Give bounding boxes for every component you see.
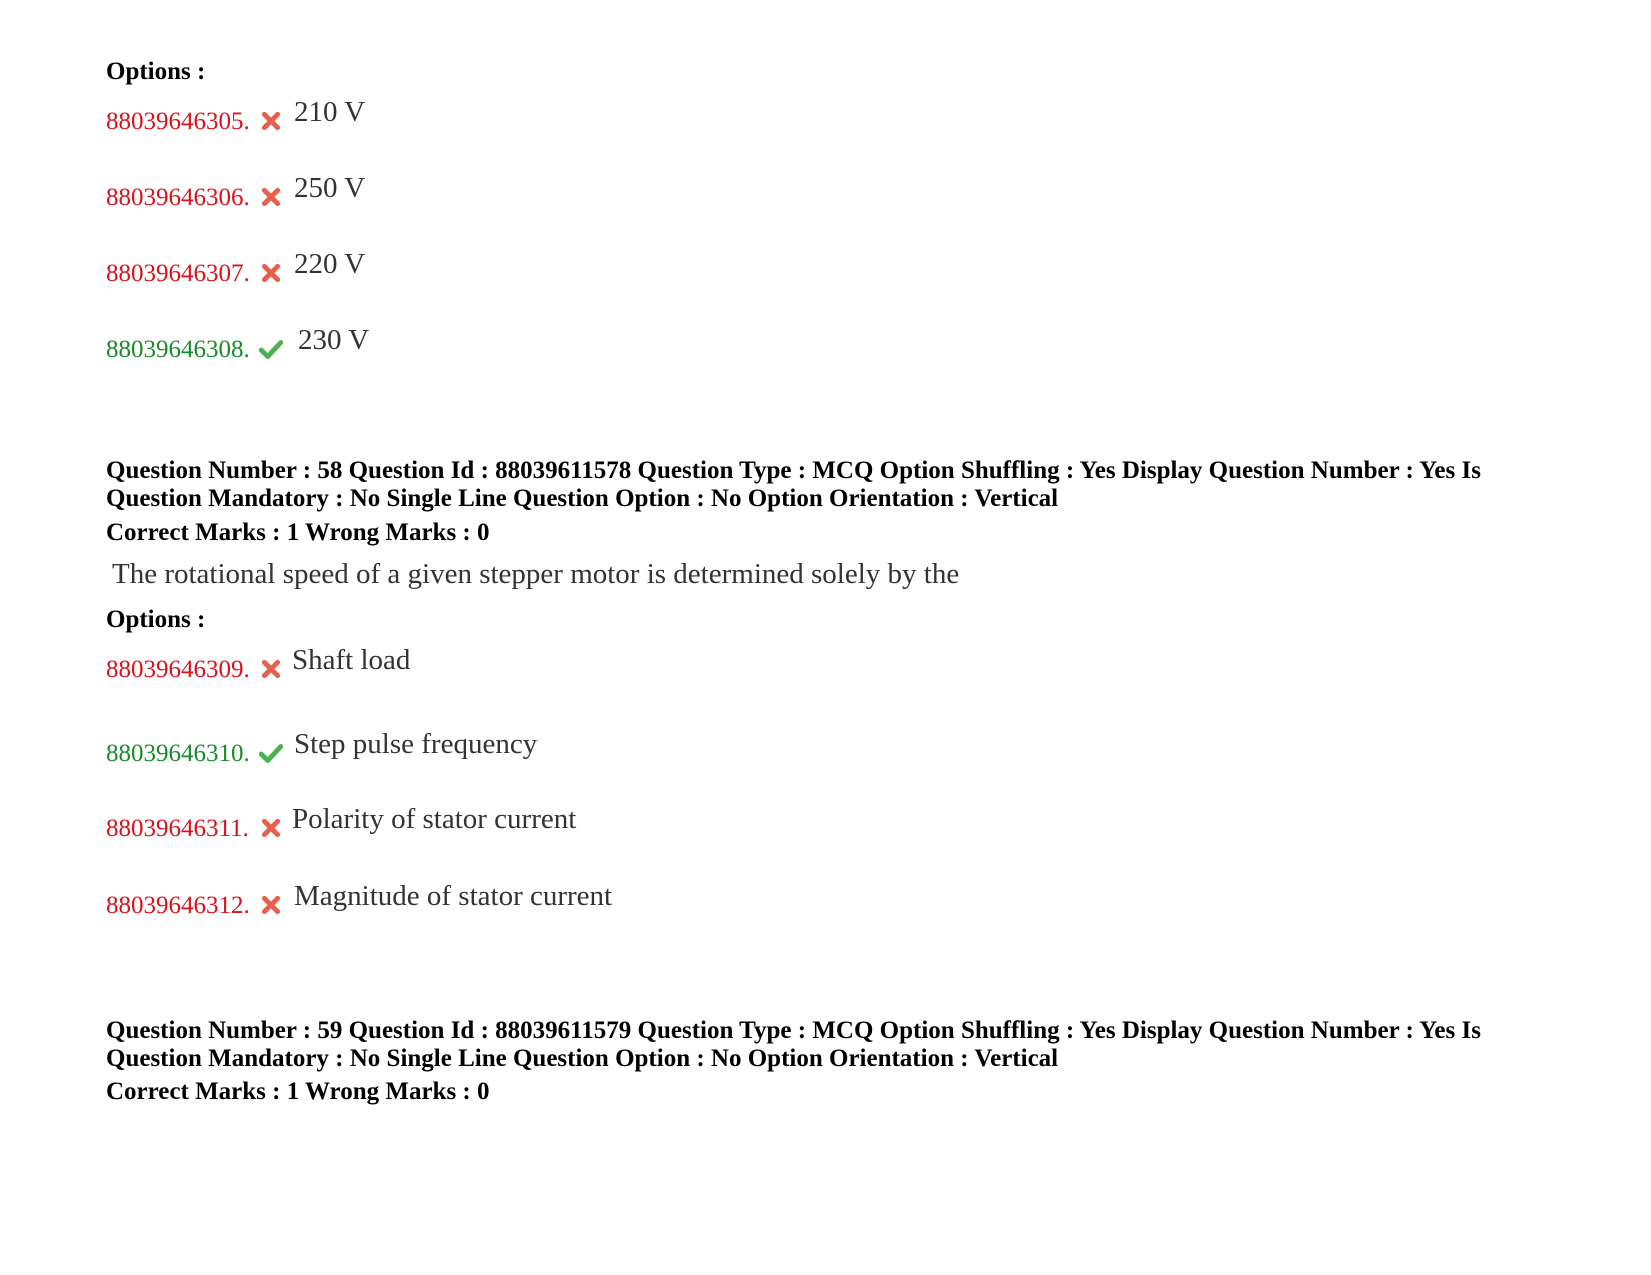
question-header-line: Question Number : 58 Question Id : 88039611578 Question Type : MCQ Option Shuffling : Yes Display Question Number : Yes Is xyxy=(106,457,1481,484)
cross-icon xyxy=(260,110,282,132)
cross-icon xyxy=(260,658,282,680)
cross-icon xyxy=(260,817,282,839)
option-text: Step pulse frequency xyxy=(294,728,538,760)
question-text: The rotational speed of a given stepper motor is determined solely by the xyxy=(112,558,960,590)
option-text: 220 V xyxy=(294,248,366,280)
option-row xyxy=(106,248,1006,288)
option-row xyxy=(106,324,1006,364)
option-id: 88039646310. xyxy=(106,740,250,767)
marks-line: Correct Marks : 1 Wrong Marks : 0 xyxy=(106,1078,490,1105)
option-text: 250 V xyxy=(294,172,366,204)
option-row xyxy=(106,96,1006,136)
option-text: Polarity of stator current xyxy=(292,803,577,835)
option-row xyxy=(106,644,1006,684)
option-row xyxy=(106,728,1006,768)
question-header xyxy=(106,457,1546,513)
question-header-line: Question Number : 59 Question Id : 88039611579 Question Type : MCQ Option Shuffling : Yes Display Question Number : Yes Is xyxy=(106,1017,1481,1044)
marks-line: Correct Marks : 1 Wrong Marks : 0 xyxy=(106,519,490,546)
cross-icon xyxy=(260,186,282,208)
option-text: Shaft load xyxy=(292,644,411,676)
option-row xyxy=(106,880,1006,920)
question-header-line: Question Mandatory : No Single Line Question Option : No Option Orientation : Vertical xyxy=(106,1045,1059,1072)
option-text: 230 V xyxy=(298,324,370,356)
option-text: Magnitude of stator current xyxy=(294,880,613,912)
option-id: 88039646309. xyxy=(106,656,250,683)
option-id: 88039646312. xyxy=(106,892,250,919)
question-header-line: Question Mandatory : No Single Line Question Option : No Option Orientation : Vertical xyxy=(106,485,1059,512)
option-id: 88039646306. xyxy=(106,184,250,211)
option-text: 210 V xyxy=(294,96,366,128)
cross-icon xyxy=(260,894,282,916)
cross-icon xyxy=(260,262,282,284)
option-row xyxy=(106,172,1006,212)
option-row xyxy=(106,803,1006,843)
option-id: 88039646305. xyxy=(106,108,250,135)
options-label: Options : xyxy=(106,58,206,85)
options-label: Options : xyxy=(106,606,206,633)
check-icon xyxy=(258,338,284,360)
option-id: 88039646308. xyxy=(106,336,250,363)
question-header xyxy=(106,1017,1546,1073)
option-id: 88039646307. xyxy=(106,260,250,287)
check-icon xyxy=(258,742,284,764)
option-id: 88039646311. xyxy=(106,815,249,842)
